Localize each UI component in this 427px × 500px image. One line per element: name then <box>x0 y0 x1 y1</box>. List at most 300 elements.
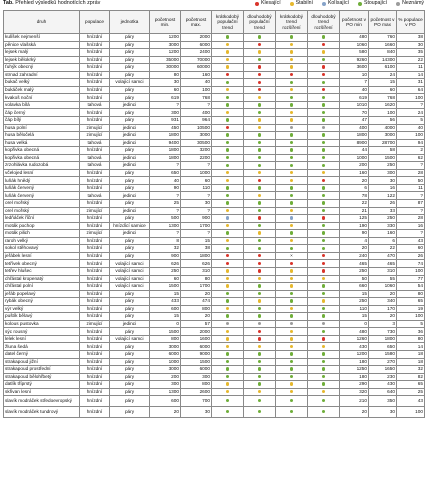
cell-populace: zimující <box>80 132 110 140</box>
trend-dot-stabilni <box>290 50 293 53</box>
cell-po-min: 290 <box>340 381 369 389</box>
cell-dlouhodoby-populacni-trend <box>244 245 276 253</box>
cell-jednotka: jedinci <box>110 124 150 132</box>
cell-populace: hnízdní <box>80 147 110 155</box>
cell-pocetnost-min: 40 <box>150 177 181 185</box>
cell-jednotka: páry <box>110 215 150 223</box>
trend-dot-stoupajici <box>322 58 325 61</box>
cell-pocetnost-max: 40 <box>181 79 212 87</box>
cell-po-min: 200 <box>340 162 369 170</box>
cell-dlouhodoby-populacni-trend <box>244 260 276 268</box>
cell-druh: husa polní <box>4 124 80 132</box>
cell-populace: hnízdní <box>80 109 110 117</box>
cell-pocetnost-min: ? <box>150 162 181 170</box>
cell-kratkodoby-trend-rozsireni <box>276 313 308 321</box>
cell-jednotka: páry <box>110 237 150 245</box>
cell-po-max: 122 <box>369 192 397 200</box>
cell-dlouhodoby-populacni-trend <box>244 71 276 79</box>
cell-po-max: 100 <box>369 109 397 117</box>
trend-dot-stoupajici <box>290 201 293 204</box>
cell-po-min: 4 <box>340 237 369 245</box>
cell-populace: hnízdní <box>80 237 110 245</box>
cell-populace: hnízdní <box>80 169 110 177</box>
cell-po-max: 250 <box>369 162 397 170</box>
cell-populace: hnízdní <box>80 245 110 253</box>
cell-dlouhodoby-populacni-trend <box>244 328 276 336</box>
cell-dlouhodoby-trend-rozsireni <box>308 177 340 185</box>
trend-dot-stabilni <box>226 224 229 227</box>
trend-dot-stoupajici <box>322 360 325 363</box>
trend-dot-stabilni <box>290 307 293 310</box>
trend-dot-klesajici <box>322 262 325 265</box>
header-populace: populace <box>80 11 110 34</box>
cell-kratkodoby-trend-rozsireni <box>276 388 308 396</box>
trend-dot-stoupajici <box>322 224 325 227</box>
cell-dlouhodoby-trend-rozsireni <box>308 139 340 147</box>
cell-kratkodoby-populacni-trend <box>212 109 244 117</box>
cell-procento-po: ? <box>397 101 425 109</box>
trend-dot-stoupajici <box>258 186 261 189</box>
cell-kratkodoby-trend-rozsireni <box>276 101 308 109</box>
header-kratkodoby-populacni-trend: krátkodobý populační trend <box>212 11 244 34</box>
cell-druh: husa běločelá <box>4 132 80 140</box>
cell-populace: hnízdní <box>80 94 110 102</box>
table-row <box>4 388 425 396</box>
cell-procento-po: 65 <box>397 298 425 306</box>
cell-dlouhodoby-populacni-trend <box>244 192 276 200</box>
legend-dot-kolisajici <box>322 2 326 6</box>
cell-druh: luňák hnědý <box>4 177 80 185</box>
trend-dot-klesajici <box>322 73 325 76</box>
cell-dlouhodoby-populacni-trend <box>244 154 276 162</box>
table-row <box>4 275 425 283</box>
cell-druh: strnad zahradní <box>4 71 80 79</box>
trend-dot-stabilni <box>290 345 293 348</box>
cell-druh: bukač velký <box>4 79 80 87</box>
cell-kratkodoby-trend-rozsireni <box>276 139 308 147</box>
cell-kratkodoby-trend-rozsireni <box>276 252 308 260</box>
trend-dot-stabilni <box>226 337 229 340</box>
cell-populace: hnízdní <box>80 222 110 230</box>
cell-procento-po: 5 <box>397 320 425 328</box>
cell-jednotka: volající samci <box>110 260 150 268</box>
cell-pocetnost-max: 310 <box>181 267 212 275</box>
cell-dlouhodoby-populacni-trend <box>244 343 276 351</box>
cell-kratkodoby-trend-rozsireni <box>276 154 308 162</box>
trend-dot-stabilni <box>258 277 261 280</box>
cell-dlouhodoby-populacni-trend <box>244 373 276 381</box>
trend-dot-stabilni <box>322 345 325 348</box>
legend-item-neznamy <box>396 0 424 7</box>
cell-kratkodoby-populacni-trend <box>212 184 244 192</box>
cell-procento-po: 28 <box>397 215 425 223</box>
cell-po-max: 760 <box>369 34 397 42</box>
cell-populace: hnízdní <box>80 56 110 64</box>
cell-dlouhodoby-trend-rozsireni <box>308 381 340 389</box>
cell-dlouhodoby-trend-rozsireni <box>308 147 340 155</box>
cell-druh: strakapoud bělohřbetý <box>4 373 80 381</box>
table-row <box>4 290 425 298</box>
cell-druh: jeřábek lesní <box>4 252 80 260</box>
cell-kratkodoby-trend-rozsireni <box>276 64 308 72</box>
trend-legend <box>255 0 424 7</box>
cell-procento-po: 65 <box>397 381 425 389</box>
cell-kratkodoby-populacni-trend <box>212 267 244 275</box>
trend-dot-stabilni <box>258 50 261 53</box>
header-dlouhodoby-trend-rozsireni: dlouhodobý trend rozšíření <box>308 11 340 34</box>
trend-dot-kolisajici <box>226 216 229 219</box>
cell-jednotka: páry <box>110 252 150 260</box>
header-procento-populace-po: % populace v PO <box>397 11 425 34</box>
cell-kratkodoby-trend-rozsireni <box>276 124 308 132</box>
cell-pocetnost-min: 900 <box>150 252 181 260</box>
trend-dot-klesajici <box>258 262 261 265</box>
cell-dlouhodoby-trend-rozsireni <box>308 366 340 374</box>
cell-pocetnost-min: 1800 <box>150 147 181 155</box>
cell-pocetnost-max: 2600 <box>181 388 212 396</box>
header-row <box>4 11 425 34</box>
cell-pocetnost-max: 1700 <box>181 283 212 291</box>
trend-dot-kolisajici <box>290 216 293 219</box>
cell-pocetnost-max: 6000 <box>181 366 212 374</box>
cell-kratkodoby-trend-rozsireni <box>276 343 308 351</box>
cell-dlouhodoby-trend-rozsireni <box>308 184 340 192</box>
trend-dot-stoupajici <box>226 247 229 250</box>
trend-dot-stoupajici <box>290 35 293 38</box>
cell-pocetnost-min: 450 <box>150 124 181 132</box>
trend-dot-stabilni <box>322 277 325 280</box>
cell-jednotka: páry <box>110 200 150 208</box>
cell-po-max: 3000 <box>369 132 397 140</box>
trend-dot-stabilni <box>226 65 229 68</box>
cell-po-max: 330 <box>369 222 397 230</box>
cell-jednotka: páry <box>110 373 150 381</box>
trend-dot-stoupajici <box>258 148 261 151</box>
trend-dot-neznamy <box>258 322 261 325</box>
cell-procento-po: 18 <box>397 358 425 366</box>
cell-dlouhodoby-trend-rozsireni <box>308 396 340 407</box>
cell-procento-po: 62 <box>397 154 425 162</box>
cell-pocetnost-min: 300 <box>150 381 181 389</box>
cell-pocetnost-max: 3200 <box>181 147 212 155</box>
cell-pocetnost-max: 70000 <box>181 56 212 64</box>
trend-dot-stoupajici <box>226 360 229 363</box>
cell-populace: hnízdní <box>80 396 110 407</box>
trend-dot-neznamy <box>322 322 325 325</box>
cell-procento-po: 28 <box>397 169 425 177</box>
cell-dlouhodoby-populacni-trend <box>244 139 276 147</box>
cell-dlouhodoby-populacni-trend <box>244 41 276 49</box>
cell-dlouhodoby-populacni-trend <box>244 267 276 275</box>
table-row <box>4 407 425 418</box>
cell-druh: rybák obecný <box>4 298 80 306</box>
cell-po-min: 180 <box>340 358 369 366</box>
trend-dot-stabilni <box>258 194 261 197</box>
cell-populace: hnízdní <box>80 252 110 260</box>
cell-po-min: 0 <box>340 320 369 328</box>
trend-dot-stoupajici <box>258 375 261 378</box>
cell-druh: datel černý <box>4 350 80 358</box>
cell-jednotka: páry <box>110 388 150 396</box>
cell-pocetnost-min: 90 <box>150 184 181 192</box>
cell-po-min: 210 <box>340 396 369 407</box>
table-row <box>4 313 425 321</box>
cell-kratkodoby-trend-rozsireni <box>276 290 308 298</box>
cell-druh: strakapoud prostřední <box>4 366 80 374</box>
cell-kratkodoby-trend-rozsireni <box>276 328 308 336</box>
cell-pocetnost-min: 6000 <box>150 350 181 358</box>
trend-dot-stoupajici <box>322 209 325 212</box>
cell-po-max: 26 <box>369 200 397 208</box>
cell-pocetnost-max: ? <box>181 207 212 215</box>
table-row <box>4 230 425 238</box>
cell-po-min: 1250 <box>340 366 369 374</box>
cell-dlouhodoby-populacni-trend <box>244 79 276 87</box>
cell-dlouhodoby-populacni-trend <box>244 407 276 418</box>
trend-dot-stoupajici <box>290 133 293 136</box>
trend-dot-stoupajici <box>290 194 293 197</box>
trend-dot-stoupajici <box>226 194 229 197</box>
cell-populace: hnízdní <box>80 366 110 374</box>
cell-po-max: 6100 <box>369 64 397 72</box>
trend-dot-stoupajici <box>226 352 229 355</box>
table-row <box>4 86 425 94</box>
cell-dlouhodoby-trend-rozsireni <box>308 222 340 230</box>
trend-dot-stoupajici <box>322 410 325 413</box>
cell-dlouhodoby-trend-rozsireni <box>308 373 340 381</box>
trend-dot-stoupajici <box>226 164 229 167</box>
cell-procento-po: 32 <box>397 366 425 374</box>
cell-pocetnost-min: 1300 <box>150 222 181 230</box>
cell-po-max: 1580 <box>369 350 397 358</box>
cell-pocetnost-max: ? <box>181 101 212 109</box>
cell-po-min: 180 <box>340 373 369 381</box>
cell-dlouhodoby-trend-rozsireni <box>308 169 340 177</box>
cell-pocetnost-max: 3000 <box>181 132 212 140</box>
cell-populace: hnízdní <box>80 117 110 125</box>
cell-druh: strakapoud jižní <box>4 358 80 366</box>
cell-dlouhodoby-trend-rozsireni <box>308 109 340 117</box>
cell-po-max: 1620 <box>369 101 397 109</box>
cell-po-max: 60 <box>369 86 397 94</box>
header-kratkodoby-trend-rozsireni: krátkodobý trend rozšíření <box>276 11 308 34</box>
trend-dot-stoupajici <box>322 103 325 106</box>
cell-pocetnost-max: 100 <box>181 86 212 94</box>
trend-dot-stabilni <box>290 239 293 242</box>
cell-populace: zimující <box>80 207 110 215</box>
trend-dot-stabilni <box>226 284 229 287</box>
table-row <box>4 147 425 155</box>
cell-procento-po: 2 <box>397 147 425 155</box>
table-row <box>4 109 425 117</box>
cell-dlouhodoby-trend-rozsireni <box>308 64 340 72</box>
trend-dot-stabilni <box>258 231 261 234</box>
cell-procento-po: 16 <box>397 222 425 230</box>
cell-pocetnost-min: 433 <box>150 298 181 306</box>
table-row <box>4 381 425 389</box>
cell-kratkodoby-populacni-trend <box>212 407 244 418</box>
trend-dot-stoupajici <box>322 239 325 242</box>
cell-po-min: 240 <box>340 252 369 260</box>
cell-pocetnost-min: 500 <box>150 215 181 223</box>
cell-kratkodoby-populacni-trend <box>212 396 244 407</box>
cell-po-max: 1500 <box>369 154 397 162</box>
trend-dot-stoupajici <box>258 399 261 402</box>
cell-populace: hnízdní <box>80 350 110 358</box>
header-pocetnost-max: početnost max. <box>181 11 212 34</box>
cell-po-max: 6 <box>369 237 397 245</box>
cell-kratkodoby-populacni-trend <box>212 177 244 185</box>
trend-dot-stoupajici <box>226 133 229 136</box>
cell-dlouhodoby-populacni-trend <box>244 177 276 185</box>
trend-dot-stoupajici <box>322 35 325 38</box>
legend-item-kolisajici <box>322 0 349 7</box>
cell-po-max: 230 <box>369 373 397 381</box>
cell-dlouhodoby-trend-rozsireni <box>308 283 340 291</box>
cell-po-min: 1800 <box>340 132 369 140</box>
cell-kratkodoby-trend-rozsireni <box>276 381 308 389</box>
trend-dot-stoupajici <box>322 247 325 250</box>
cell-pocetnost-min: 8 <box>150 237 181 245</box>
cell-kratkodoby-trend-rozsireni <box>276 162 308 170</box>
cell-pocetnost-max: 60 <box>181 177 212 185</box>
cell-po-min: 250 <box>340 298 369 306</box>
trend-dot-stoupajici <box>322 382 325 385</box>
trend-dot-stabilni <box>322 390 325 393</box>
table-row <box>4 260 425 268</box>
trend-dot-stoupajici <box>290 96 293 99</box>
cell-jednotka: jedinci <box>110 230 150 238</box>
cell-jednotka: páry <box>110 94 150 102</box>
cell-jednotka: páry <box>110 358 150 366</box>
table-row <box>4 267 425 275</box>
cell-pocetnost-min: 20 <box>150 407 181 418</box>
cell-pocetnost-max: 1600 <box>181 335 212 343</box>
cell-kratkodoby-populacni-trend <box>212 230 244 238</box>
trend-dot-stoupajici <box>258 307 261 310</box>
trend-dot-stoupajici <box>290 103 293 106</box>
cell-kratkodoby-populacni-trend <box>212 328 244 336</box>
cell-po-min: 1000 <box>340 154 369 162</box>
cell-pocetnost-max: 2400 <box>181 49 212 57</box>
cell-druh: puštík bělavý <box>4 313 80 321</box>
cell-pocetnost-max: 900 <box>181 215 212 223</box>
cell-kratkodoby-trend-rozsireni <box>276 79 308 87</box>
table-row <box>4 139 425 147</box>
cell-kratkodoby-populacni-trend <box>212 200 244 208</box>
cell-procento-po: 80 <box>397 335 425 343</box>
table-row <box>4 71 425 79</box>
cell-po-min: 125 <box>340 215 369 223</box>
cell-populace: tahová <box>80 101 110 109</box>
cell-po-max: 170 <box>369 305 397 313</box>
cell-pocetnost-min: 300 <box>150 109 181 117</box>
cell-jednotka: hnízdící samice <box>110 222 150 230</box>
cell-pocetnost-max: 1700 <box>181 222 212 230</box>
cell-procento-po: 5 <box>397 117 425 125</box>
table-row <box>4 335 425 343</box>
cell-kratkodoby-trend-rozsireni <box>276 184 308 192</box>
cell-jednotka: jedinci <box>110 132 150 140</box>
cell-pocetnost-min: 1300 <box>150 388 181 396</box>
cell-kratkodoby-trend-rozsireni <box>276 335 308 343</box>
cell-procento-po: 30 <box>397 41 425 49</box>
header-dlouhodoby-populacni-trend: dlouhodobý populační trend <box>244 11 276 34</box>
cell-druh: chřástal polní <box>4 283 80 291</box>
cell-dlouhodoby-trend-rozsireni <box>308 343 340 351</box>
cell-populace: hnízdní <box>80 64 110 72</box>
trend-dot-klesajici <box>258 43 261 46</box>
cell-po-max: 4000 <box>369 124 397 132</box>
cell-pocetnost-min: 60 <box>150 86 181 94</box>
trend-dot-stoupajici <box>226 375 229 378</box>
table-body <box>4 34 425 418</box>
cell-po-max: 650 <box>369 343 397 351</box>
header-pocetnost-po-max: početnost v PO max <box>369 11 397 34</box>
table-row <box>4 64 425 72</box>
cell-dlouhodoby-trend-rozsireni <box>308 298 340 306</box>
legend-item-stabilni <box>290 0 313 7</box>
cell-po-min: 78 <box>340 192 369 200</box>
cell-procento-po: 64 <box>397 86 425 94</box>
cell-druh: luňák červený <box>4 184 80 192</box>
cell-po-max: 768 <box>369 94 397 102</box>
trend-dot-stabilni <box>226 88 229 91</box>
cell-po-min: 6 <box>340 184 369 192</box>
cell-dlouhodoby-populacni-trend <box>244 335 276 343</box>
cell-pocetnost-max: 38 <box>181 245 212 253</box>
cell-po-max: 250 <box>369 215 397 223</box>
cell-dlouhodoby-populacni-trend <box>244 124 276 132</box>
cell-procento-po: 24 <box>397 109 425 117</box>
cell-kratkodoby-populacni-trend <box>212 252 244 260</box>
cell-procento-po: 74 <box>397 260 425 268</box>
table-row <box>4 49 425 57</box>
cell-kratkodoby-trend-rozsireni <box>276 49 308 57</box>
cell-dlouhodoby-trend-rozsireni <box>308 267 340 275</box>
table-row <box>4 132 425 140</box>
cell-populace: tahová <box>80 192 110 200</box>
cell-po-max: 270 <box>369 358 397 366</box>
cell-kratkodoby-populacni-trend <box>212 388 244 396</box>
cell-kratkodoby-trend-rozsireni <box>276 132 308 140</box>
trend-dot-stoupajici <box>226 35 229 38</box>
trend-dot-stoupajici <box>226 410 229 413</box>
cell-dlouhodoby-trend-rozsireni <box>308 86 340 94</box>
table-row <box>4 117 425 125</box>
trend-dot-stabilni <box>226 179 229 182</box>
trend-dot-klesajici <box>258 330 261 333</box>
cell-kratkodoby-populacni-trend <box>212 343 244 351</box>
cell-druh: ledňáček říční <box>4 215 80 223</box>
cell-po-min: 50 <box>340 275 369 283</box>
cell-populace: hnízdní <box>80 335 110 343</box>
cell-procento-po: ? <box>397 207 425 215</box>
cell-pocetnost-max: 30 <box>181 200 212 208</box>
cell-pocetnost-min: 800 <box>150 335 181 343</box>
trend-dot-stoupajici <box>290 186 293 189</box>
cell-populace: hnízdní <box>80 200 110 208</box>
legend-label: Neznámý <box>402 0 424 6</box>
cell-procento-po: 18 <box>397 350 425 358</box>
cell-pocetnost-max: 60000 <box>181 64 212 72</box>
cell-pocetnost-min: 35000 <box>150 56 181 64</box>
cell-dlouhodoby-trend-rozsireni <box>308 245 340 253</box>
cell-kratkodoby-populacni-trend <box>212 275 244 283</box>
cell-po-max: 56 <box>369 117 397 125</box>
cell-druh: bukáček malý <box>4 86 80 94</box>
cell-dlouhodoby-populacni-trend <box>244 101 276 109</box>
